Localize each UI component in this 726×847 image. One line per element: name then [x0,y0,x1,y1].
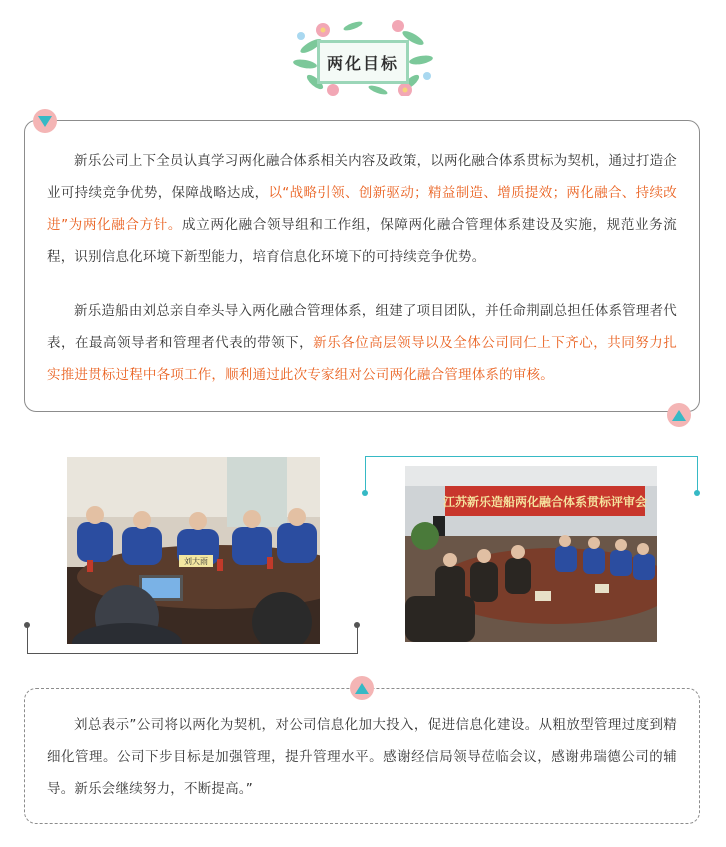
connector-dot [24,622,30,628]
arrow-up-icon [667,403,691,427]
connector-line [357,626,358,654]
connector-dot [354,622,360,628]
arrow-down-icon [33,109,57,133]
connector-dot-teal [694,490,700,496]
meeting-photo-right [405,466,657,642]
quote-paragraph: 刘总表示”公司将以两化为契机，对公司信息化加大投入，促进信息化建设。从粗放型管理过度到精细化管理。公司下步目标是加强管理，提升管理水平。感谢经信局领导莅临会议，感谢弗瑞德公司的辅导。新乐会继续努力，不断提高。” [47,717,677,797]
connector-line [27,653,357,654]
paragraph-2-text-a: 新乐造船由刘总亲自牵头导入两化融合管理体系，组建了项目团队，并任命荆副总担任体系管理者代表，在最高领导者和管理者代表的带领下， [47,303,677,351]
name-placard: 刘大雨 [184,557,208,566]
paragraph-1-text-b: 成立两化融合领导组和工作组，保障两化融合管理体系建设及实施，规范业务流程，识别信息化环境下新型能力，培育信息化环境下的可持续竞争优势。 [47,217,678,265]
paragraph-2 [47,295,677,391]
connector-line-teal [697,456,698,492]
title-frame [317,40,409,84]
connector-line [27,626,28,654]
connector-line-teal [365,456,698,457]
intro-text-box [24,120,700,412]
quote-text-box [24,688,700,824]
meeting-photo-left [67,457,320,644]
paragraph-1-highlight: 以“战略引领、创新驱动；精益制造、增质提效；两化融合、持续改进”为两化融合方针。 [47,185,678,233]
paragraph-1 [47,145,677,273]
header-badge [293,16,433,96]
section-title: 两化目标 [326,53,399,73]
paragraph-1-text-a: 新乐公司上下全员认真学习两化融合体系相关内容及政策，以两化融合体系贯标为契机，通过打造企业可持续竞争优势，保障战略达成， [47,153,677,201]
banner-text: 江苏新乐造船两化融合体系贯标评审会 [442,495,648,509]
connector-dot-teal [362,490,368,496]
paragraph-2-highlight: 新乐各位高层领导以及全体公司同仁上下齐心，共同努力扎实推进贯标过程中各项工作，顺利通过此次专家组对公司两化融合管理体系的审核。 [47,335,677,383]
arrow-up-icon [350,676,374,700]
connector-line-teal [365,456,366,492]
